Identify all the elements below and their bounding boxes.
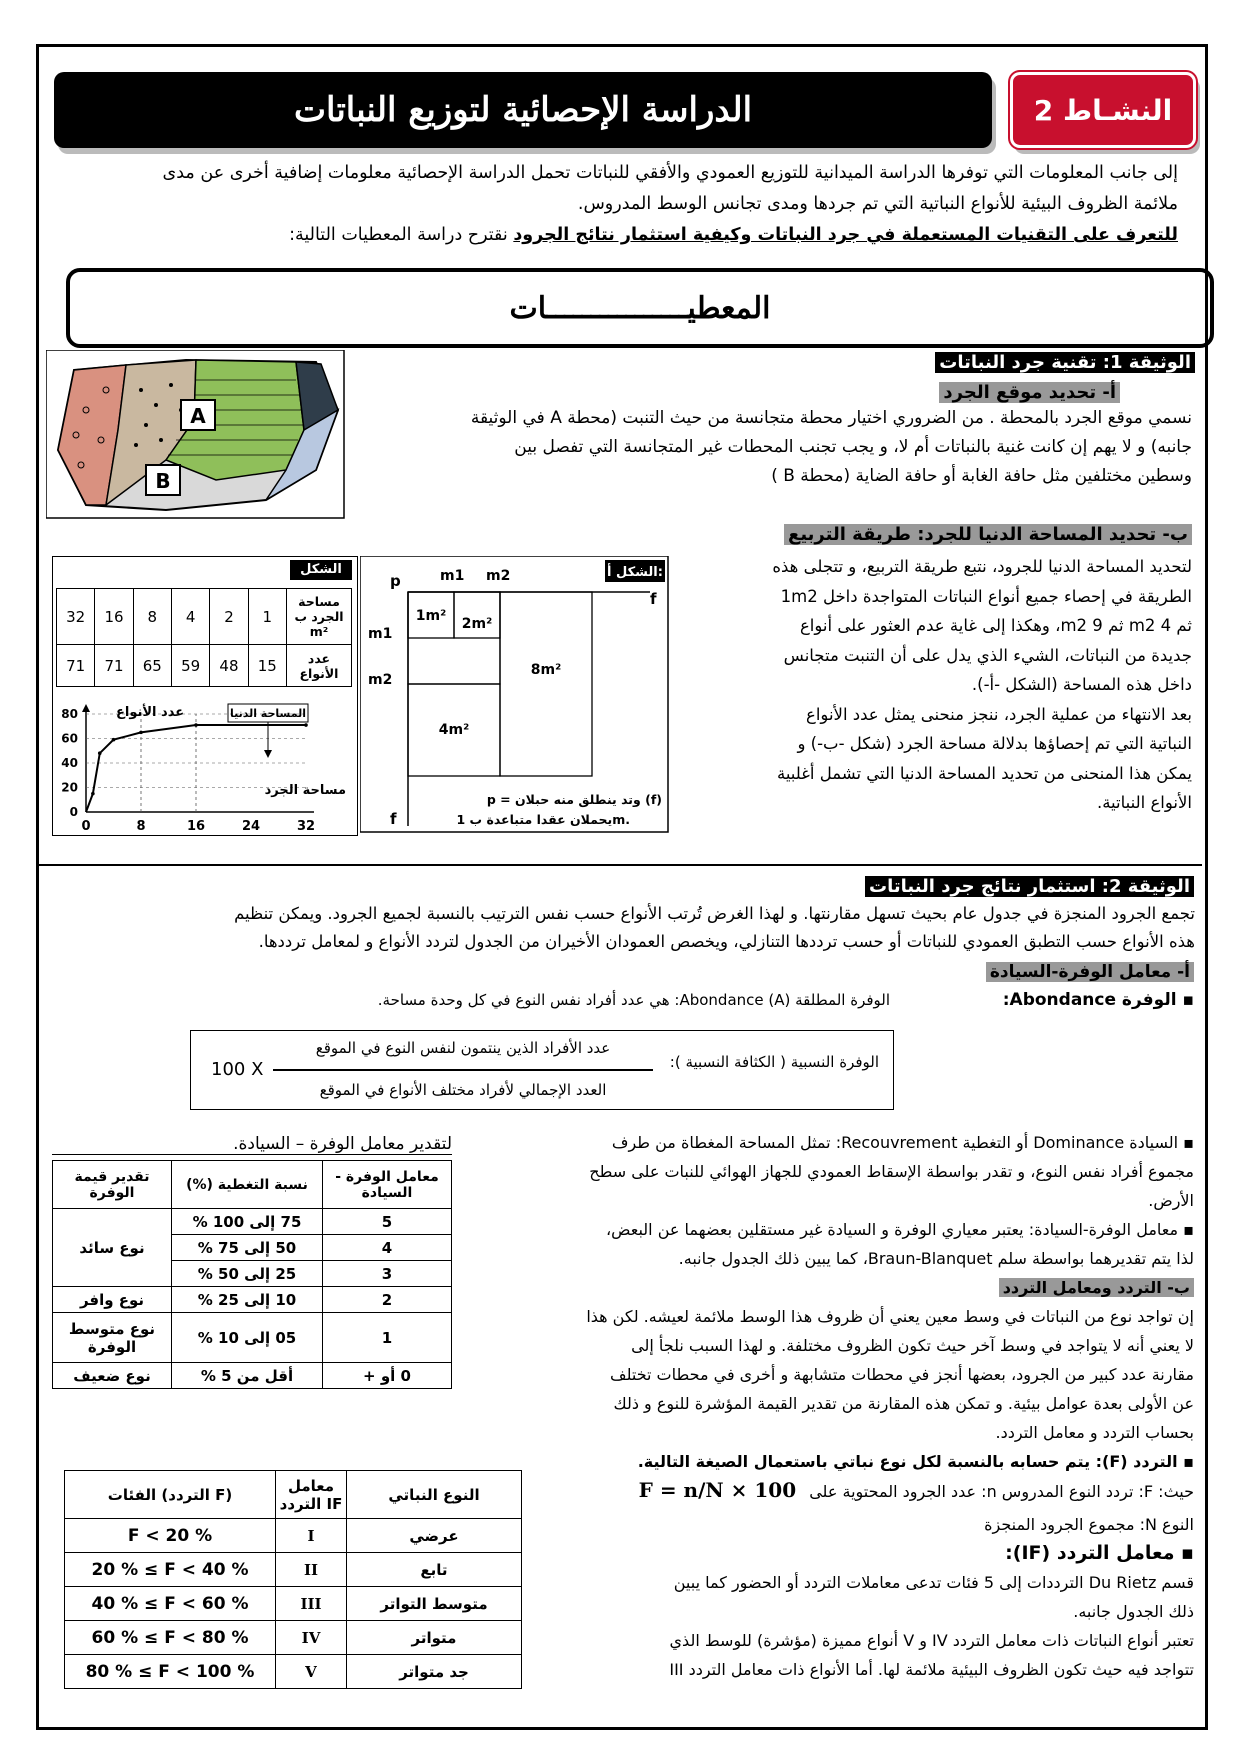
curve-point: [112, 738, 116, 742]
svg-text:الشكل أ:: الشكل أ:: [607, 565, 663, 580]
svg-text:p = وتد ينطلق منه حبلان (f): p = وتد ينطلق منه حبلان (f): [486, 792, 662, 807]
doc1-title: الوثيقة 1: تقنية جرد النباتات: [700, 348, 1195, 378]
braun-blanquet-table: معامل الوفرة - السيادة نسبة التغطية (%) تقدير قيمة الوفرة 5 75 إلى 100 % نوع سائد 4 50 إلى 75 % 3 25 إلى 50 % 2 10 إلى 25 % نوع وافر 1 05 إلى 10 % نوع متوسط الوفرة 0 أو + أقل من 5 % نوع ضعيف: [52, 1160, 452, 1389]
curve-xlabel: مساحة الجرد: [264, 783, 346, 798]
svg-text:1m²: 1m²: [415, 608, 447, 624]
curve-ylabel: عدد الأنواع: [116, 705, 185, 720]
x-tick-label: 24: [241, 819, 261, 832]
doc-separator: [39, 864, 1202, 866]
activity-badge: النشـاط 2: [1010, 72, 1196, 148]
svg-text:m1: m1: [440, 568, 465, 584]
svg-text:m2: m2: [368, 672, 393, 688]
y-tick-label: 40: [61, 756, 78, 770]
y-axis-arrow: [82, 704, 90, 712]
data-header: المعطيــــــــــــــــات: [66, 268, 1214, 348]
y-tick-label: 60: [61, 731, 78, 746]
frequency-formula: F = n/N × 100: [638, 1478, 797, 1502]
figure-a-quadrat: [360, 556, 670, 834]
curve-point: [304, 723, 308, 727]
x-tick-label: 0: [81, 819, 91, 832]
x-tick-label: 8: [136, 819, 146, 832]
doc1-sub-a: أ- تحديد موقع الجرد: [700, 378, 1120, 408]
doc1-sub-b: ب- تحديد المساحة الدنيا للجرد: طريقة التربيع: [700, 520, 1192, 550]
station-a-label: A: [190, 404, 206, 428]
doc2-intro: تجمع الجرود المنجزة في جدول عام بحيث تسهل مقارنتها. و لهذا الغرض تُرتب الأنواع حسب نفس الترتيب بالنسبة لجميع الجرود. ويمكن تنظيم هذه الأنواع حسب التطبق العمودي للنباتات أو حسب ترددها التنازلي، ويخصص العمودان الأخيران من الجدول لتردد الأنواع و لمعامل ترددها.: [234, 904, 1195, 951]
station-map: [46, 350, 346, 520]
svg-text:f: f: [650, 590, 657, 608]
svg-text:8m²: 8m²: [530, 662, 562, 678]
curve-point: [91, 792, 95, 796]
svg-text:يحملان عقدا متباعدة ب 1m.: يحملان عقدا متباعدة ب 1m.: [456, 812, 630, 827]
y-tick-label: 0: [69, 805, 78, 819]
intro-line-1: إلى جانب المعلومات التي توفرها الدراسة الميدانية للتوزيع العمودي والأفقي للنباتات تحمل الدراسة الإحصائية معلومات إضافية أخرى عن مدى: [162, 163, 1178, 183]
x-tick-label: 16: [186, 819, 206, 832]
abundance-def: الوفرة المطلقة Abondance (A): هي عدد أفراد نفس النوع في كل وحدة مساحة.: [377, 991, 890, 1009]
abundance-head: ▪ الوفرة Abondance:: [1002, 990, 1194, 1010]
y-tick-label: 80: [61, 707, 78, 721]
dominance-text: ▪ السيادة Dominance أو التغطية Recouvrement: تمثل المساحة المغطاة من طرف مجموع أفراد نفس النوع، و تقدر بواسطة الإسقاط العمودي للجهاز الهوائي للنبات على سطح الأرض. ▪ معامل الوفرة-السيادة: يعتبر معياري الوفرة و السيادة غير مستقلين بعضهما عن البعض، لذا يتم تقديرهما بواسطة سلم Braun-Blanquet، كما يبين ذلك الجدول جانبه. ب- التردد ومعامل التردد إن تواجد نوع من النباتات في وسط معين يعني أن ظروف هذا الوسط ملائمة لعيشه. لكن هذا لا يعني أنه لا يتواجد في وسط آخر حيث تكون الظروف مختلفة. و لهذا السبب نلجأ إلى مقارنة عدد كبير من الجرود، بعضها أنجز في محطات متشابهة و أخرى في محطات تختلف عن الأولى بعدة عوامل بيئية. و تمكن هذه المقارنة من تقدير القيمة المؤشرة للنوع و ذلك بحساب التردد و معامل التردد. ▪ التردد (F): يتم حسابه بالنسبة لكل نوع نباتي باستعمال الصيغة التالية. حيث: F: تردد النوع المدروس n: عدد الجرود المحتوية على F = n/N × 100 النوع N: مجموع الجرود المنجزة ▪ معامل التردد (IF): قسم Du Rietz الترددات إلى 5 فئات تدعى معاملات التردد أو الحضور كما يبين ذلك الجدول جانبه. تعتبر أنواع النباتات ذات معامل التردد IV و V أنواع مميزة (مؤشرة) للوسط الذي تتواجد فيه حيث تكون الظروف البيئية ملائمة لها. أما الأنواع ذات معامل التردد III: [586, 1133, 1194, 1679]
svg-text:f: f: [390, 810, 397, 828]
station-b-label: B: [155, 469, 171, 493]
svg-text:m1: m1: [368, 626, 393, 642]
x-tick-label: 32: [296, 819, 316, 832]
intro: [50, 158, 1178, 251]
svg-text:m2: m2: [486, 568, 511, 584]
svg-text:p: p: [390, 572, 401, 590]
bb-table-caption: لتقدير معامل الوفرة – السيادة.: [52, 1134, 452, 1155]
page-title: الدراسة الإحصائية لتوزيع النباتات: [293, 90, 753, 130]
intro-line-2: ملائمة الظروف البيئية للأنواع النباتية التي تم جردها ومدى تجانس الوسط المدروس.: [577, 194, 1178, 214]
svg-text:2m²: 2m²: [461, 616, 493, 632]
figure-b-label: الشكل ب:: [290, 560, 352, 580]
svg-text:4m²: 4m²: [438, 722, 470, 738]
curve-point: [194, 723, 198, 727]
formula-box: الوفرة النسبية ( الكثافة النسبية ): عدد الأفراد الذين ينتمون لنفس النوع في الموقع العدد الإجمالي لأفراد مختلف الأنواع في الموقع 100 X: [190, 1030, 894, 1110]
page-title-bar: [54, 72, 992, 148]
figure-b-table: 32 16 8 4 2 1 مساحة الجرد ب m² 71 71 65 59 48 15 عدد الأنواع: [56, 588, 352, 687]
species-area-curve: [56, 700, 352, 832]
frequency-class-table: الفئات (التردد F) معامل التردد IF النوع النباتي F < 20 % I عرضي 20 % ≤ F < 40 % II تابع 40 % ≤ F < 60 % III متوسط التواتر 60 % ≤ F < 80 % IV متواتر 80 % ≤ F < 100 % V جد متواتر: [64, 1470, 522, 1689]
y-tick-label: 20: [61, 780, 78, 795]
curve-annotation: المساحة الدنيا: [229, 707, 307, 720]
curve-point: [98, 751, 102, 755]
doc1-text-a: نسمي موقع الجرد بالمحطة . من الضروري اختيار محطة متجانسة من حيث التنبت (محطة A في الوثيقة جانبه) و لا يهم إن كانت غنية بالنباتات أم لا، و يجب تجنب المحطات غير المتجانسة التي تفصل بين وسطين مختلفين مثل حافة الغابة أو حافة الضاية (محطة B ): [470, 408, 1192, 486]
curve-point: [139, 731, 143, 735]
doc1-text-b: لتحديد المساحة الدنيا للجرود، نتبع طريقة التربيع، و تتجلى هذه الطريقة في إحصاء جميع أنواع النباتات المتواجدة داخل 1m2 ثم 4 m2 ثم m2 9، وهكذا إلى غاية عدم العثور على أنواع جديدة من النباتات، الشيء الذي يدل على أن التنبت متجانس داخل هذه المساحة (الشكل -أ-). بعد الانتهاء من عملية الجرد، ننجز منحنى يمثل عدد الأنواع النباتية التي تم إحصاؤها بدلالة مساحة الجرد (شكل -ب-) و يمكن هذا المنحنى من تحديد المساحة الدنيا التي تشمل أغلبية الأنواع النباتية.: [772, 557, 1192, 812]
doc2-sub-a: أ- معامل الوفرة-السيادة: [700, 958, 1194, 986]
doc2-title: الوثيقة 2: استثمار نتائج جرد النباتات: [700, 872, 1194, 902]
intro-line-3: للتعرف على التقنيات المستعملة في جرد النباتات وكيفية استثمار نتائج الجرود نقترح دراسة المعطيات التالية:: [289, 225, 1178, 245]
